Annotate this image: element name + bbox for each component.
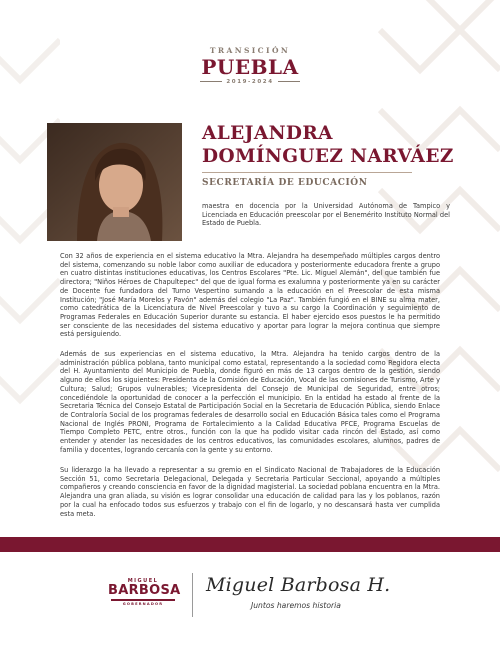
portrait-photo (47, 123, 182, 241)
footer-divider (192, 573, 193, 617)
department-title: SECRETARÍA DE EDUCACIÓN (202, 178, 368, 188)
person-name-line2: DOMÍNGUEZ NARVÁEZ (202, 146, 454, 167)
paragraph-3: Su liderazgo la ha llevado a representar a su gremio en el Sindicato Nacional de Trabajadores de la Educación Sección 51, como Secretaria Delegacional, Delegada y Secretaria Particular Seccional, apoyando a múltiples compañeros y creando consciencia en favor de la dignidad magisterial. La sociedad poblana encuentra en la Mtra. Alejandra una gran aliada, su visión es lograr consolidar una educación de calidad para las y los poblanos, razón por la cual ha enfocado todos sus esfuerzos y trabajo con el fin de logarlo, y no descansará hasta ver cumplida esta meta. (60, 466, 440, 518)
slogan: Juntos haremos historia (251, 601, 341, 610)
name-divider (202, 172, 412, 173)
logo-years-text: 2019-2024 (0, 79, 500, 85)
signature: Miguel Barbosa H. (206, 574, 391, 596)
barbosa-logo (108, 578, 181, 606)
barbosa-logo-big-text: BARBOSA (108, 583, 181, 598)
barbosa-logo-underline (111, 599, 175, 601)
logo-main-text: PUEBLA (201, 55, 299, 79)
portrait-illustration (47, 123, 182, 241)
logo-top-text: TRANSICIÓN (209, 46, 291, 55)
intro-paragraph: maestra en docencia por la Universidad Autónoma de Tampico y Licenciada en Educación preescolar por el Benemérito Instituto Normal del Estado de Puebla. (202, 202, 450, 228)
barbosa-logo-small-text: MIGUEL (127, 578, 159, 584)
paragraph-1: Con 32 años de experiencia en el sistema educativo la Mtra. Alejandra ha desempeñado múltiples cargos dentro del sistema, comenzando su noble labor como auxiliar de educadora y posteriormente educadora frente a grupo en cuatro distintas instituciones educativas, los Centros Escolares "Pte. Lic. Miguel Alemán", del que también fue directora; "Niños Héroes de Chapultepec" del que de igual forma es exalumna y posteriormente ya en su carácter de Docente fue fundadora del Turno Vespertino sumando a la educación en el Preescolar de esta misma Institución; "José María Morelos y Pavón" además del colegio "La Paz". También fungió en el BINE su alma mater, como catedrática de la Licenciatura de Nivel Preescolar y tuvo a su cargo la Coordinación y seguimiento de Programas Federales en Educación Superior durante su estancia. El haber ejercido esos puestos le ha permitido ser consciente de las necesidades del sistema educativo y aportar para lograr la mejora continua que siempre está persiguiendo. (60, 252, 440, 339)
person-name-line1: ALEJANDRA (202, 123, 333, 144)
paragraph-2: Además de sus experiencias en el sistema educativo, la Mtra. Alejandra ha tenido cargos dentro de la administración pública poblana, tanto municipal como estatal, representando a la sociedad como Regidora electa del H. Ayuntamiento del Municipio de Puebla, donde figuró en más de 13 cargos dentro de la gestión, siendo alguno de ellos los siguientes: Presidenta de la Comisión de Educación, Vocal de las comisiones de Turismo, Arte y Cultura; Salud; Grupos vulnerables; Vicepresidenta del Consejo de Municipal de Seguridad, entre otros; concediéndole la oportunidad de conocer a la perfección el municipio. En la entidad ha estado al frente de la Secretaria Técnica del Consejo Estatal de Participación Social en la Secretaria de Educación Pública, siendo Enlace de Contraloría Social de los programas federales de desarrollo social en Educación Básica tales como el Programa Nacional de Inglés PRONI, Programa de Fortalecimiento a la Calidad Educativa PFCE, Programa Escuelas de Tiempo Completo PETC, entre otros., función con la que ha podido visitar cada rincón del Estado, así como entender y atender las necesidades de los centros educativos, las comunidades escolares, alumnos, padres de familia y docentes, logrando cercanía con la gente y su entorno. (60, 350, 440, 454)
barbosa-logo-sub-text: GOBERNADOR (122, 601, 164, 606)
transicion-puebla-logo (0, 46, 500, 85)
person-name (202, 122, 454, 168)
footer-band (0, 537, 500, 552)
